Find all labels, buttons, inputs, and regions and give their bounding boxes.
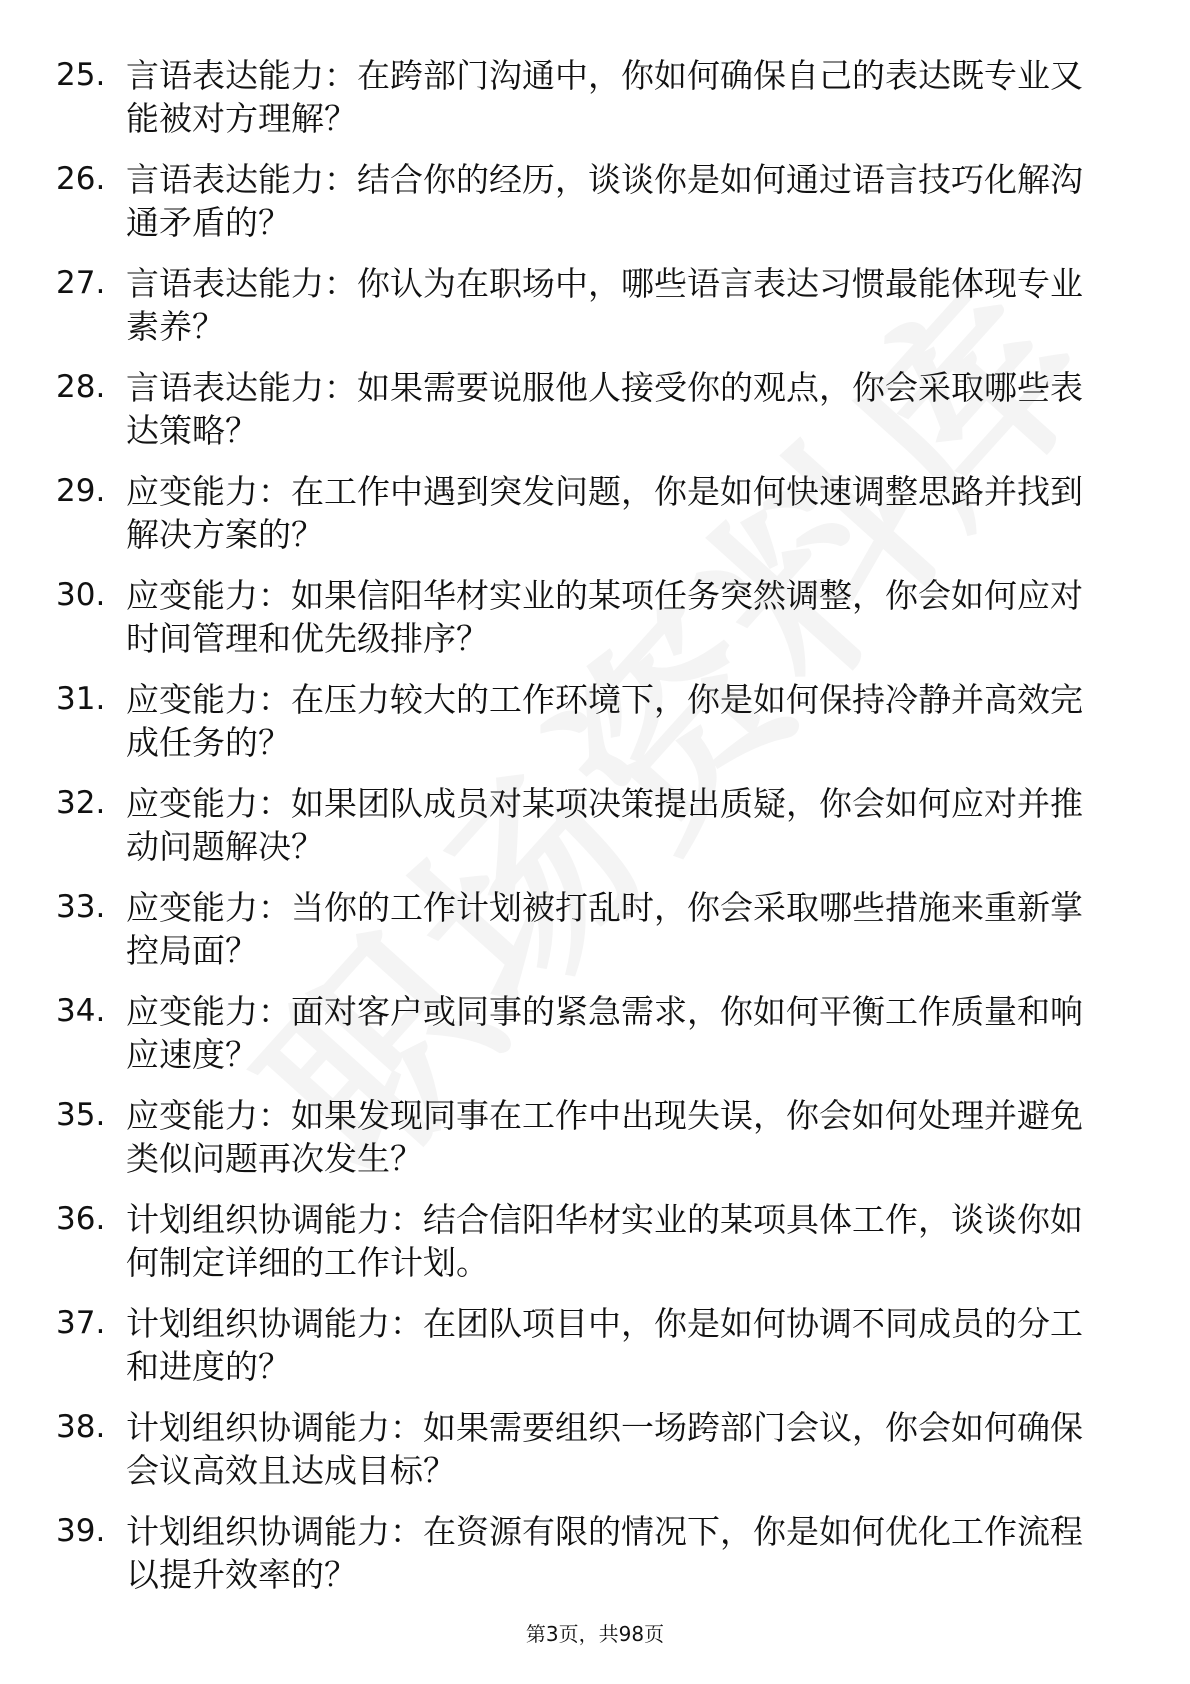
question-number: 25. xyxy=(56,57,106,93)
question-number: 39. xyxy=(56,1513,106,1549)
question-text: 应变能力：面对客户或同事的紧急需求，你如何平衡工作质量和响应速度？ xyxy=(126,992,1083,1074)
question-text: 计划组织协调能力：如果需要组织一场跨部门会议，你会如何确保会议高效且达成目标？ xyxy=(126,1408,1083,1490)
question-text: 计划组织协调能力：在团队项目中，你是如何协调不同成员的分工和进度的？ xyxy=(126,1304,1083,1386)
question-item xyxy=(0,1190,1190,1294)
question-text: 言语表达能力：结合你的经历，谈谈你是如何通过语言技巧化解沟通矛盾的？ xyxy=(126,160,1083,242)
question-item xyxy=(0,566,1190,670)
question-item xyxy=(0,878,1190,982)
question-text: 应变能力：如果信阳华材实业的某项任务突然调整，你会如何应对时间管理和优先级排序？ xyxy=(126,576,1083,658)
question-number: 34. xyxy=(56,993,106,1029)
question-number: 28. xyxy=(56,369,106,405)
question-number: 31. xyxy=(56,681,106,717)
question-number: 33. xyxy=(56,889,106,925)
question-item xyxy=(0,1502,1190,1606)
question-item xyxy=(0,670,1190,774)
question-text: 言语表达能力：你认为在职场中，哪些语言表达习惯最能体现专业素养？ xyxy=(126,264,1083,346)
question-text: 言语表达能力：在跨部门沟通中，你如何确保自己的表达既专业又能被对方理解？ xyxy=(126,56,1083,138)
question-text: 应变能力：在工作中遇到突发问题，你是如何快速调整思路并找到解决方案的？ xyxy=(126,472,1083,554)
question-number: 35. xyxy=(56,1097,106,1133)
question-text: 言语表达能力：如果需要说服他人接受你的观点，你会采取哪些表达策略？ xyxy=(126,368,1083,450)
question-item xyxy=(0,462,1190,566)
question-text: 应变能力：在压力较大的工作环境下，你是如何保持冷静并高效完成任务的？ xyxy=(126,680,1083,762)
question-number: 29. xyxy=(56,473,106,509)
question-item xyxy=(0,1294,1190,1398)
question-number: 32. xyxy=(56,785,106,821)
question-number: 30. xyxy=(56,577,106,613)
page-number-footer: 第3页，共98页 xyxy=(525,1622,665,1646)
question-number: 36. xyxy=(56,1201,106,1237)
question-item xyxy=(0,1398,1190,1502)
question-item xyxy=(0,774,1190,878)
question-text: 应变能力：如果团队成员对某项决策提出质疑，你会如何应对并推动问题解决？ xyxy=(126,784,1083,866)
question-item xyxy=(0,1086,1190,1190)
question-item xyxy=(0,46,1190,150)
question-number: 38. xyxy=(56,1409,106,1445)
question-item xyxy=(0,358,1190,462)
question-number: 26. xyxy=(56,161,106,197)
question-number: 37. xyxy=(56,1305,106,1341)
question-item xyxy=(0,150,1190,254)
question-text: 应变能力：当你的工作计划被打乱时，你会采取哪些措施来重新掌控局面？ xyxy=(126,888,1083,970)
question-text: 计划组织协调能力：结合信阳华材实业的某项具体工作，谈谈你如何制定详细的工作计划。 xyxy=(126,1200,1083,1282)
question-number: 27. xyxy=(56,265,106,301)
question-item xyxy=(0,254,1190,358)
question-list xyxy=(0,46,1190,1606)
question-text: 应变能力：如果发现同事在工作中出现失误，你会如何处理并避免类似问题再次发生？ xyxy=(126,1096,1083,1178)
question-item xyxy=(0,982,1190,1086)
question-text: 计划组织协调能力：在资源有限的情况下，你是如何优化工作流程以提升效率的？ xyxy=(126,1512,1083,1594)
